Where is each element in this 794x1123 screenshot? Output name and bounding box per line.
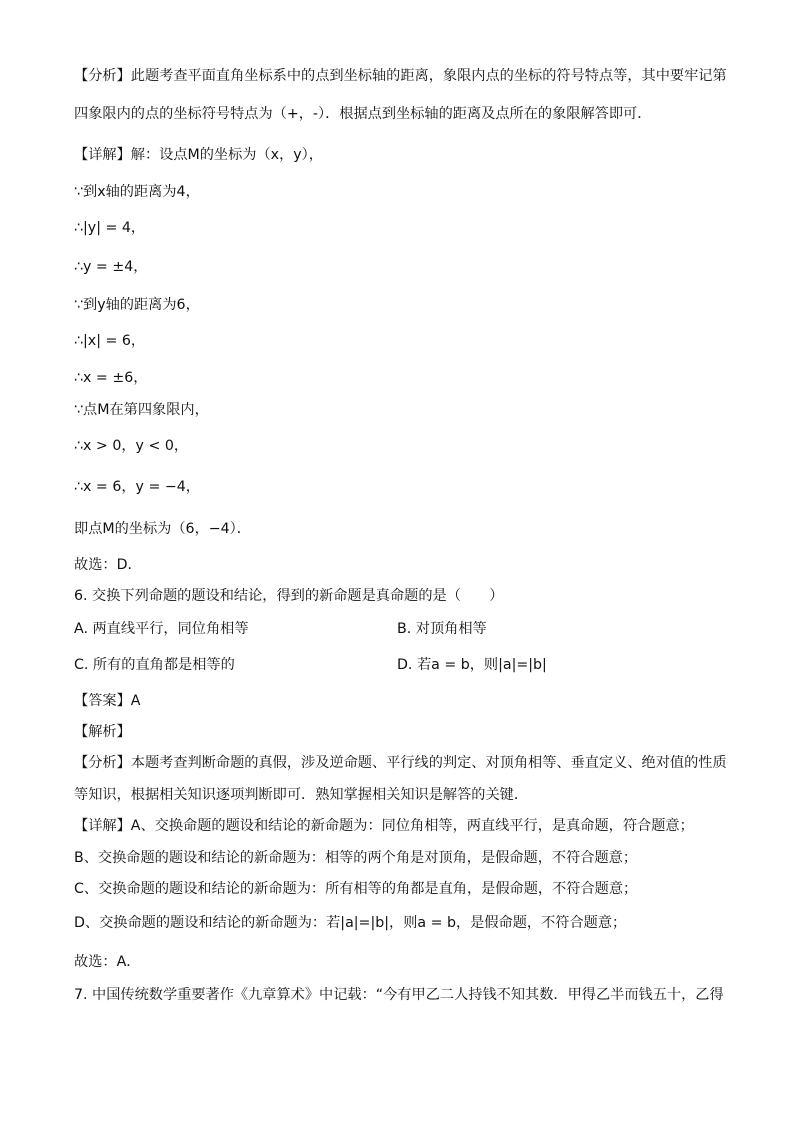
q6-detail-a: 【详解】A、交换命题的题设和结论的新命题为：同位角相等，两直线平行，是真命题，符合题意；: [74, 818, 694, 834]
detail-line-9: ∴x > 0，y < 0，: [74, 438, 189, 454]
q6-detail-b: B、交换命题的题设和结论的新命题为：相等的两个角是对顶角，是假命题，不符合题意；: [74, 850, 638, 866]
detail-line-1: 【详解】解：设点M的坐标为（x，y），: [74, 147, 323, 163]
detail-line-5: ∵到y轴的距离为6，: [74, 297, 200, 313]
detail-line-10: ∴x = 6，y = −4，: [74, 479, 200, 495]
option-c: C. 所有的直角都是相等的: [74, 657, 235, 673]
question-7-stem: 7. 中国传统数学重要著作《九章算术》中记载：“今有甲乙二人持钱不知其数．甲得乙半而钱五十，乙得: [74, 987, 724, 1003]
detail-line-3: ∴|y| = 4，: [74, 220, 146, 236]
q6-detail-c: C、交换命题的题设和结论的新命题为：所有相等的角都是直角，是假命题，不符合题意；: [74, 881, 638, 897]
detail-line-2: ∵到x轴的距离为4，: [74, 184, 200, 200]
q6-analysis-line-2: 等知识，根据相关知识逐项判断即可．熟知掌握相关知识是解答的关键．: [74, 787, 529, 803]
detail-line-6: ∴|x| = 6，: [74, 333, 146, 349]
analysis-line-1: 【分析】此题考查平面直角坐标系中的点到坐标轴的距离，象限内点的坐标的符号特点等，其中要牢记第: [74, 68, 727, 84]
option-a: A. 两直线平行，同位角相等: [74, 621, 249, 637]
answer-line: 【答案】A: [74, 693, 141, 709]
q6-choice: 故选：A．: [74, 954, 141, 970]
option-b: B. 对顶角相等: [397, 621, 487, 637]
analysis-line-2: 四象限内的点的坐标符号特点为（+，-）．根据点到坐标轴的距离及点所在的象限解答即可．: [74, 106, 652, 122]
q6-detail-d: D、交换命题的题设和结论的新命题为：若|a|=|b|，则a = b，是假命题，不符合题意；: [74, 915, 627, 931]
conclusion-line: 即点M的坐标为（6，−4）．: [74, 521, 251, 537]
question-6-stem: 6. 交换下列命题的题设和结论，得到的新命题是真命题的是（ ）: [74, 588, 504, 604]
detail-line-8: ∵点M在第四象限内，: [74, 402, 209, 418]
detail-line-4: ∴y = ±4，: [74, 259, 148, 275]
q6-analysis-line-1: 【分析】本题考查判断命题的真假，涉及逆命题、平行线的判定、对顶角相等、垂直定义、绝对值的性质: [74, 755, 727, 771]
analysis-heading: 【解析】: [74, 724, 131, 740]
detail-line-7: ∴x = ±6，: [74, 370, 148, 386]
option-d: D. 若a = b，则|a|=|b|: [397, 657, 547, 673]
choice-line: 故选：D．: [74, 557, 142, 573]
